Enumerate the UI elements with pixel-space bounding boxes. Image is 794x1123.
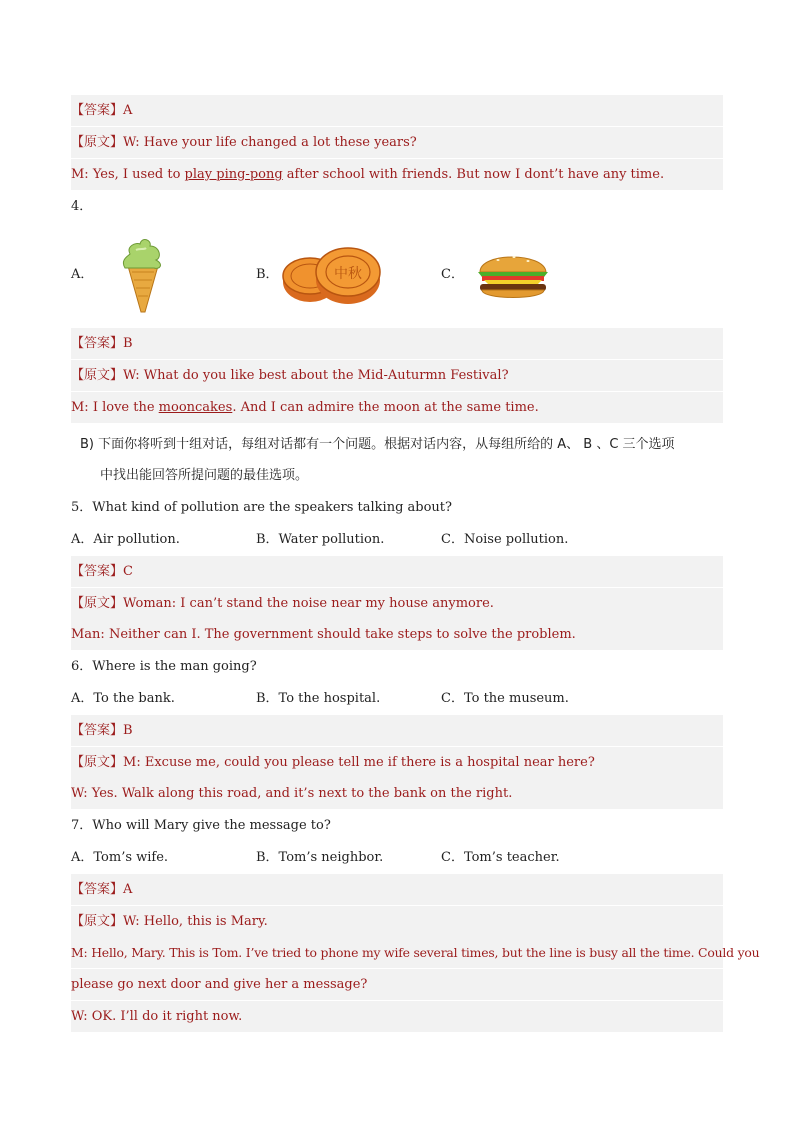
q6-script-row-2: W: Yes. Walk along this road, and it’s next to the bank on the right. (71, 778, 723, 809)
q5-option-a: A．Air pollution. (71, 532, 180, 547)
answer-tag: 【答案】 (71, 882, 124, 897)
q7-script-row-2: M: Hello, Mary. This is Tom. I’ve tried to phone my wife several times, but the line is busy all the time. Could you (71, 937, 723, 968)
q4-script-row-2 (71, 392, 723, 423)
script-text: M: I love the (71, 400, 159, 415)
answer-tag: 【答案】 (71, 564, 124, 579)
q5-script-row-1 (71, 588, 723, 619)
q3-script-row-1 (71, 127, 723, 158)
q5-option-c: C．Noise pollution. (441, 532, 569, 547)
answer-tag: 【答案】 (71, 336, 124, 351)
q4-option-c-label: C． (441, 267, 464, 282)
script-text: W: Hello, this is Mary. (123, 914, 268, 929)
answer-tag: 【答案】 (71, 723, 124, 738)
keyword-underlined: play ping-pong (184, 167, 283, 182)
q7-script-row-4: W: OK. I’ll do it right now. (71, 1001, 723, 1032)
q5-question: 5．What kind of pollution are the speakers talking about? (71, 500, 452, 515)
q4-answer-row (71, 328, 723, 359)
script-text: after school with friends. But now I dont’t have any time. (282, 167, 665, 182)
answer-value: B (123, 336, 133, 351)
q4-script-row-1 (71, 360, 723, 391)
script-text: M: Excuse me, could you please tell me if there is a hospital near here? (123, 755, 595, 770)
script-tag: 【原文】 (71, 596, 124, 611)
script-tag: 【原文】 (71, 135, 124, 150)
q7-option-c: C．Tom’s teacher. (441, 850, 560, 865)
script-text: W: What do you like best about the Mid-Auturmn Festival? (123, 368, 509, 383)
q5-option-b: B．Water pollution. (256, 532, 385, 547)
answer-tag: 【答案】 (71, 103, 124, 118)
script-tag: 【原文】 (71, 368, 124, 383)
script-text: Woman: I can’t stand the noise near my house anymore. (123, 596, 494, 611)
q6-option-a: A．To the bank. (71, 691, 175, 706)
q3-answer-row (71, 95, 723, 126)
q7-script-row-3: please go next door and give her a message? (71, 969, 723, 1000)
ice-cream-image (118, 236, 168, 318)
answer-value: C (123, 564, 133, 579)
q7-answer-row (71, 874, 723, 905)
q6-script-row-1 (71, 747, 723, 778)
q5-script-row-2: Man: Neither can I. The government should take steps to solve the problem. (71, 619, 723, 650)
q4-number: 4． (71, 199, 93, 214)
q4-option-b-label: B． (256, 267, 279, 282)
q7-script-row-1 (71, 906, 723, 937)
hamburger-image (474, 246, 552, 308)
script-text: M: Yes, I used to (71, 167, 185, 182)
q3-script-row-2 (71, 159, 723, 190)
answer-value: B (123, 723, 133, 738)
q7-option-a: A．Tom’s wife. (71, 850, 169, 865)
q7-option-b: B．Tom’s neighbor. (256, 850, 384, 865)
script-text: . And I can admire the moon at the same time. (232, 400, 539, 415)
q6-option-b: B．To the hospital. (256, 691, 381, 706)
mooncake-stamp: 中秋 (334, 266, 362, 282)
q4-option-a-label: A． (71, 267, 94, 282)
answer-value: A (123, 882, 133, 897)
script-text: W: Have your life changed a lot these years? (123, 135, 417, 150)
q7-question: 7．Who will Mary give the message to? (71, 818, 331, 833)
script-tag: 【原文】 (71, 914, 124, 929)
q6-option-c: C．To the museum. (441, 691, 569, 706)
answer-value: A (123, 103, 133, 118)
script-tag: 【原文】 (71, 755, 124, 770)
q6-question: 6．Where is the man going? (71, 659, 257, 674)
section-b-instruction-1: B) 下面你将听到十组对话，每组对话都有一个问题。根据对话内容，从每组所给的 A、 B 、C 三个选项 (80, 437, 675, 452)
keyword-underlined: mooncakes (158, 400, 233, 415)
section-b-instruction-2: 中找出能回答所提问题的最佳选项。 (100, 468, 309, 483)
mooncake-image (278, 240, 382, 310)
q6-answer-row (71, 715, 723, 746)
q5-answer-row (71, 556, 723, 587)
